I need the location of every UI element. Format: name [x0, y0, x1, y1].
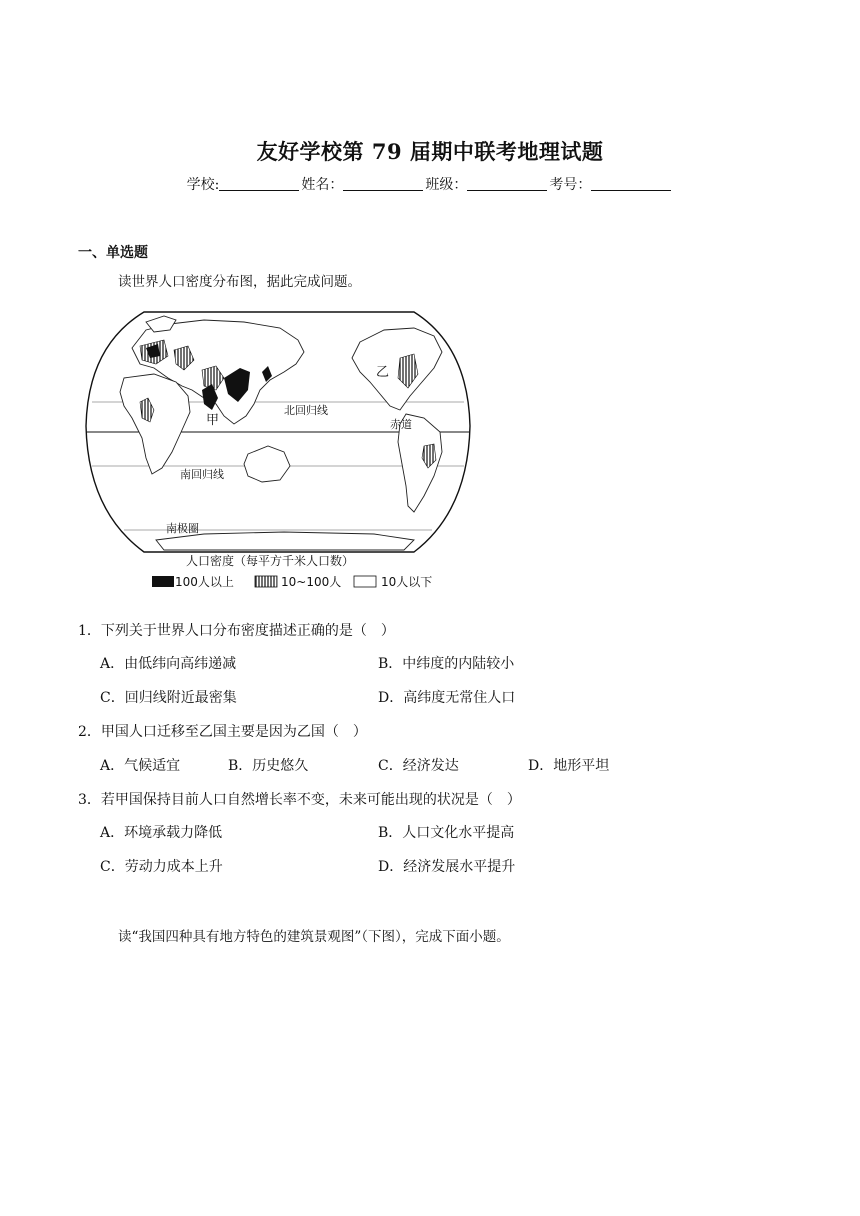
intro-text-1: 读世界人口密度分布图，据此完成问题。 — [118, 274, 361, 290]
q3-option-d: D．经济发展水平提升 — [378, 859, 516, 875]
q2-option-c: C．经济发达 — [378, 758, 459, 774]
q2-option-d: D．地形平坦 — [528, 758, 610, 774]
label-antarctic-circle: 南极圈 — [166, 522, 199, 535]
exam-number-field — [549, 174, 673, 194]
q1-option-d: D．高纬度无常住人口 — [378, 690, 516, 706]
q1-option-b: B．中纬度的内陆较小 — [378, 656, 515, 672]
label-tropic-cancer: 北回归线 — [284, 404, 328, 417]
legend-swatch-10-100 — [255, 576, 277, 587]
q1-option-a: A．由低纬向高纬递减 — [100, 656, 237, 672]
class-label: 班级： — [425, 177, 468, 193]
q1-option-c: C．回归线附近最密集 — [100, 690, 237, 706]
student-info-line — [0, 174, 860, 194]
name-blank — [343, 176, 423, 191]
school-field — [187, 174, 302, 194]
label-equator: 赤道 — [390, 418, 412, 431]
label-yi: 乙 — [376, 365, 390, 380]
legend-label-100-plus: 100人以上 — [175, 575, 234, 589]
exam-number-label: 考号： — [549, 177, 592, 193]
class-field — [425, 174, 549, 194]
intro-text-2: 读“我国四种具有地方特色的建筑景观图”（下图），完成下面小题。 — [118, 929, 510, 945]
label-tropic-capricorn: 南回归线 — [180, 468, 224, 481]
name-field — [301, 174, 425, 194]
q3-option-a: A．环境承载力降低 — [100, 825, 223, 841]
legend-label-10-100: 10~100人 — [281, 575, 342, 589]
map-legend — [152, 553, 432, 589]
legend-title: 人口密度（每平方千米人口数） — [186, 554, 355, 568]
exam-number-blank — [591, 176, 671, 191]
question-1: 1．下列关于世界人口分布密度描述正确的是（ ） — [78, 623, 395, 639]
legend-swatch-under-10 — [354, 576, 376, 587]
school-blank — [219, 176, 299, 191]
q3-option-c: C．劳动力成本上升 — [100, 859, 223, 875]
legend-swatch-100-plus — [152, 576, 174, 587]
q2-option-a: A．气候适宜 — [100, 758, 181, 774]
label-jia: 甲 — [206, 413, 220, 428]
page-title: 友好学校第 79 届期中联考地理试题 — [256, 139, 604, 164]
question-3: 3．若甲国保持目前人口自然增长率不变，未来可能出现的状况是（ ） — [78, 792, 521, 808]
world-population-density-map — [84, 306, 472, 598]
name-label: 姓名： — [301, 177, 344, 193]
school-label: 学校: — [186, 177, 220, 193]
q2-option-b: B．历史悠久 — [228, 758, 309, 774]
section-title: 一、单选题 — [78, 245, 148, 261]
q3-option-b: B．人口文化水平提高 — [378, 825, 515, 841]
class-blank — [467, 176, 547, 191]
legend-label-under-10: 10人以下 — [381, 575, 433, 589]
question-2: 2．甲国人口迁移至乙国主要是因为乙国（ ） — [78, 724, 367, 740]
